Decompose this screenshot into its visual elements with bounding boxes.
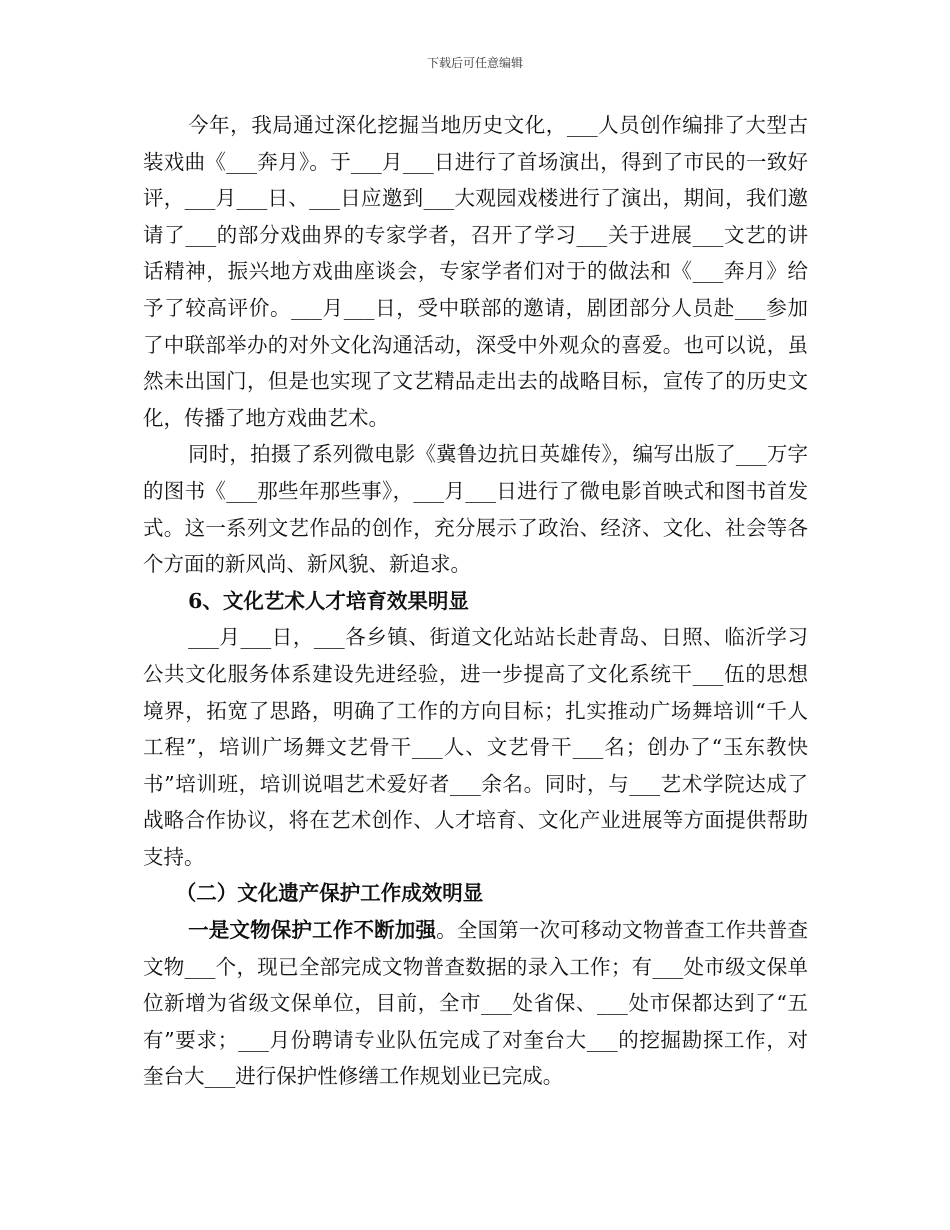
section-heading-heritage: （二）文化遗产保护工作成效明显 <box>175 881 484 906</box>
paragraph-opera-creation: 今年，我局通过深化挖掘当地历史文化，___人员创作编排了大型古装戏曲《___奔月》。于___月___日进行了首场演出，得到了市民的一致好评，___月___日、___日应邀到___大观园戏楼进行了演出，期间，我们邀请了___的部分戏曲界的专家学者，召开了学习___关于进展___文艺的讲话精神，振兴地方戏曲座谈会，专家学者们对于的做法和《___奔月》给予了较高评价。___月___日，受中联部的邀请，剧团部分人员赴___参加了中联部举办的对外文化沟通活动，深受中外观众的喜爱。也可以说，虽然未出国门，但是也实现了文艺精品走出去的战略目标，宣传了的历史文化，传播了地方戏曲艺术。 <box>143 113 808 430</box>
paragraph-micro-film: 同时，拍摄了系列微电影《冀鲁边抗日英雄传》，编写出版了___万字的图书《___那些年那些事》，___月___日进行了微电影首映式和图书首发式。这一系列文艺作品的创作，充分展示了政治、经济、文化、社会等各个方面的新风尚、新风貌、新追求。 <box>143 442 808 577</box>
document-body <box>143 107 808 1095</box>
relic-protection-lead: 一是文物保护工作不断加强 <box>188 918 437 943</box>
relic-protection-text: 。全国第一次可移动文物普查工作共普查文物___个，现已全部完成文物普查数据的录入工作；有___处市级文保单位新增为省级文保单位，目前，全市___处省保、___处市保都达到了“五有”要求；___月份聘请专业队伍完成了对奎台大___的挖掘勘探工作，对奎台大___进行保护性修缮工作规划业已完成。 <box>143 918 809 1089</box>
section-heading-talent-training: 6、文化艺术人才培育效果明显 <box>188 588 469 613</box>
paragraph-talent-training: ___月___日，___各乡镇、街道文化站站长赴青岛、日照、临沂学习公共文化服务体系建设先进经验，进一步提高了文化系统干___伍的思想境界，拓宽了思路，明确了工作的方向目标；扎实推动广场舞培训“千人工程”，培训广场舞文艺骨干___人、文艺骨干___名；创办了“玉东教快书”培训班，培训说唱艺术爱好者___余名。同时，与___艺术学院达成了战略合作协议，将在艺术创作、人才培育、文化产业进展等方面提供帮助支持。 <box>143 625 808 869</box>
paragraph-relic-protection <box>143 912 808 1095</box>
page-header: 下载后可任意编辑 <box>426 56 523 70</box>
